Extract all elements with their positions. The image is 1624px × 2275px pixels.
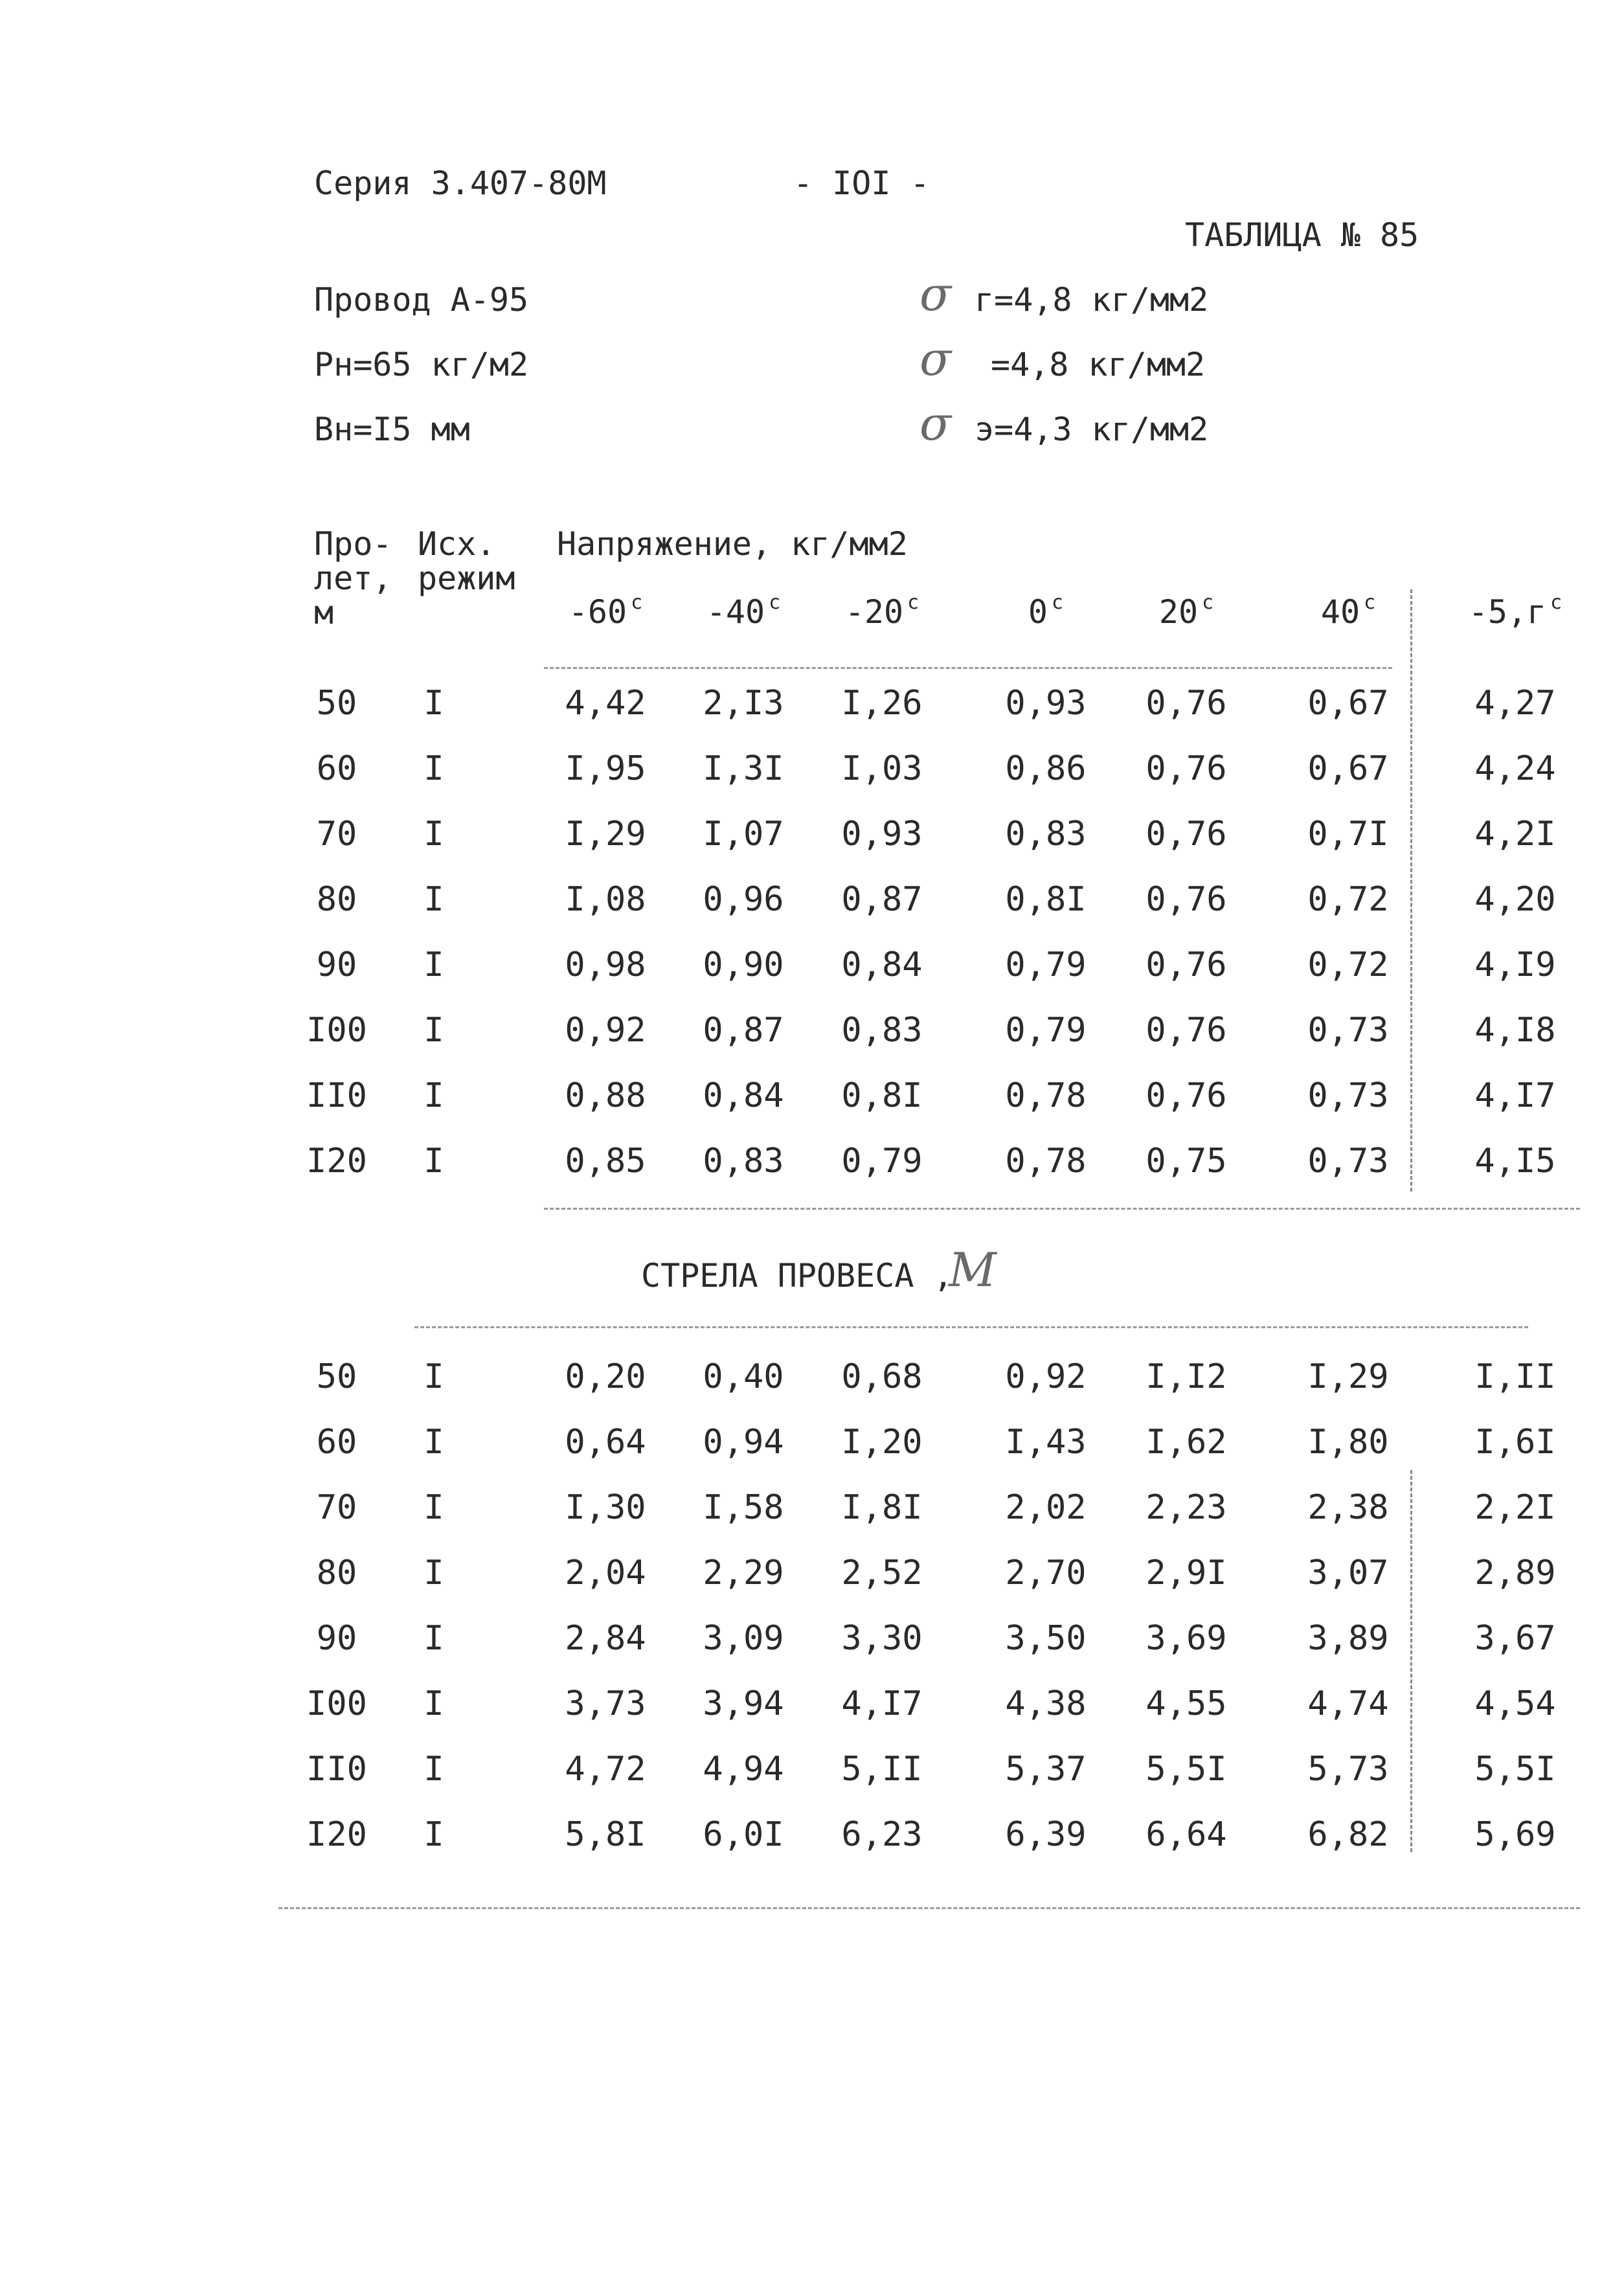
value-cell: 4,54 bbox=[1474, 1684, 1556, 1723]
value-cell: 2,23 bbox=[1145, 1488, 1227, 1527]
mode-cell: I bbox=[423, 1076, 444, 1115]
value-cell: 0,84 bbox=[703, 1076, 784, 1115]
span-cell: 90 bbox=[316, 1619, 357, 1658]
value-cell: I,80 bbox=[1307, 1423, 1389, 1462]
value-cell: 0,76 bbox=[1145, 749, 1227, 788]
value-cell: 0,40 bbox=[703, 1357, 784, 1396]
ice-label: Вн=I5 мм bbox=[314, 411, 470, 448]
span-cell: I20 bbox=[306, 1142, 367, 1181]
value-cell: 0,93 bbox=[841, 815, 923, 854]
degree-mark: с bbox=[1550, 591, 1562, 614]
temperature-header: -20 $^с$ bbox=[844, 591, 919, 631]
value-cell: 0,68 bbox=[841, 1357, 923, 1396]
value-cell: 0,79 bbox=[1005, 945, 1087, 984]
value-cell: 0,88 bbox=[565, 1076, 646, 1115]
span-cell: 60 bbox=[316, 749, 357, 788]
degree-mark: с bbox=[769, 591, 781, 614]
value-cell: 2,2I bbox=[1474, 1488, 1556, 1527]
value-cell: I,29 bbox=[1307, 1357, 1389, 1396]
span-cell: II0 bbox=[306, 1750, 367, 1789]
value-cell: 4,2I bbox=[1474, 815, 1556, 854]
value-cell: I,8I bbox=[841, 1488, 923, 1527]
value-cell: 2,38 bbox=[1307, 1488, 1389, 1527]
value-cell: 4,74 bbox=[1307, 1684, 1389, 1723]
span-cell: I00 bbox=[306, 1684, 367, 1723]
value-cell: 0,8I bbox=[1005, 880, 1087, 919]
value-cell: 4,42 bbox=[565, 684, 646, 723]
span-cell: I00 bbox=[306, 1011, 367, 1050]
mode-cell: I bbox=[423, 1142, 444, 1181]
value-cell: 0,20 bbox=[565, 1357, 646, 1396]
table-number: ТАБЛИЦА № 85 bbox=[1185, 216, 1419, 254]
value-cell: 0,67 bbox=[1307, 749, 1389, 788]
mode-cell: I bbox=[423, 1619, 444, 1658]
value-cell: I,30 bbox=[565, 1488, 646, 1527]
span-cell: 60 bbox=[316, 1423, 357, 1462]
value-cell: I,58 bbox=[703, 1488, 784, 1527]
value-cell: 3,07 bbox=[1307, 1554, 1389, 1592]
span-cell: II0 bbox=[306, 1076, 367, 1115]
value-cell: 2,52 bbox=[841, 1554, 923, 1592]
value-cell: 4,I7 bbox=[1474, 1076, 1556, 1115]
value-cell: 4,I9 bbox=[1474, 945, 1556, 984]
page-bottom-rule bbox=[278, 1907, 1580, 1909]
page-number: - IOI - bbox=[793, 164, 930, 202]
span-cell: I20 bbox=[306, 1815, 367, 1854]
temperature-header: 40 $^с$ bbox=[1320, 591, 1376, 631]
value-cell: 2,70 bbox=[1005, 1554, 1087, 1592]
mode-cell: I bbox=[423, 1423, 444, 1462]
span-cell: 90 bbox=[316, 945, 357, 984]
value-cell: 4,94 bbox=[703, 1750, 784, 1789]
mode-cell: I bbox=[423, 815, 444, 854]
header-divider bbox=[544, 667, 1392, 669]
value-cell: 0,76 bbox=[1145, 1076, 1227, 1115]
value-cell: 0,76 bbox=[1145, 945, 1227, 984]
value-cell: 0,84 bbox=[841, 945, 923, 984]
value-cell: 0,73 bbox=[1307, 1142, 1389, 1181]
sigma-e-value: э=4,3 кг/мм2 bbox=[975, 411, 1209, 448]
mode-cell: I bbox=[423, 1357, 444, 1396]
value-cell: 0,87 bbox=[841, 880, 923, 919]
value-cell: 0,92 bbox=[1005, 1357, 1087, 1396]
sag-unit: М bbox=[949, 1243, 997, 1297]
column-divider-lower bbox=[1410, 1470, 1412, 1852]
mode-cell: I bbox=[423, 1011, 444, 1050]
value-cell: 3,50 bbox=[1005, 1619, 1087, 1658]
value-cell: 6,64 bbox=[1145, 1815, 1227, 1854]
value-cell: 0,90 bbox=[703, 945, 784, 984]
degree-mark: с bbox=[907, 591, 919, 614]
value-cell: 0,72 bbox=[1307, 945, 1389, 984]
value-cell: 0,67 bbox=[1307, 684, 1389, 723]
value-cell: 2,I3 bbox=[703, 684, 784, 723]
value-cell: 3,30 bbox=[841, 1619, 923, 1658]
header-span-2: лет, bbox=[314, 560, 392, 597]
value-cell: 0,64 bbox=[565, 1423, 646, 1462]
mode-cell: I bbox=[423, 1750, 444, 1789]
value-cell: 4,27 bbox=[1474, 684, 1556, 723]
value-cell: I,6I bbox=[1474, 1423, 1556, 1462]
wire-label: Провод А-95 bbox=[314, 281, 529, 319]
value-cell: 6,39 bbox=[1005, 1815, 1087, 1854]
header-span-3: м bbox=[314, 594, 334, 631]
value-cell: 0,7I bbox=[1307, 815, 1389, 854]
sigma-g-symbol: σ bbox=[919, 267, 952, 321]
value-cell: I,43 bbox=[1005, 1423, 1087, 1462]
value-cell: 2,9I bbox=[1145, 1554, 1227, 1592]
value-cell: I,62 bbox=[1145, 1423, 1227, 1462]
series-label: Серия 3.407-80М bbox=[314, 164, 607, 202]
value-cell: I,95 bbox=[565, 749, 646, 788]
span-cell: 70 bbox=[316, 1488, 357, 1527]
value-cell: 3,94 bbox=[703, 1684, 784, 1723]
value-cell: 2,89 bbox=[1474, 1554, 1556, 1592]
mode-cell: I bbox=[423, 945, 444, 984]
sigma-g-value: г=4,8 кг/мм2 bbox=[975, 281, 1209, 319]
header-mode-2: режим bbox=[418, 560, 515, 597]
mode-cell: I bbox=[423, 880, 444, 919]
value-cell: 0,79 bbox=[841, 1142, 923, 1181]
value-cell: 0,87 bbox=[703, 1011, 784, 1050]
value-cell: 2,29 bbox=[703, 1554, 784, 1592]
value-cell: 0,92 bbox=[565, 1011, 646, 1050]
stress-table-bottom-rule bbox=[544, 1208, 1580, 1210]
span-cell: 50 bbox=[316, 684, 357, 723]
value-cell: 3,89 bbox=[1307, 1619, 1389, 1658]
value-cell: 3,09 bbox=[703, 1619, 784, 1658]
span-cell: 80 bbox=[316, 880, 357, 919]
value-cell: I,07 bbox=[703, 815, 784, 854]
value-cell: 3,69 bbox=[1145, 1619, 1227, 1658]
value-cell: 0,83 bbox=[1005, 815, 1087, 854]
value-cell: 0,72 bbox=[1307, 880, 1389, 919]
sag-title: СТРЕЛА ПРОВЕСА , bbox=[641, 1257, 953, 1295]
value-cell: 0,86 bbox=[1005, 749, 1087, 788]
value-cell: 4,38 bbox=[1005, 1684, 1087, 1723]
pressure-label: Рн=65 кг/м2 bbox=[314, 346, 529, 383]
value-cell: 2,02 bbox=[1005, 1488, 1087, 1527]
value-cell: I,I2 bbox=[1145, 1357, 1227, 1396]
sigma-minus-symbol: σ bbox=[919, 332, 952, 386]
value-cell: 4,I5 bbox=[1474, 1142, 1556, 1181]
sigma-e-symbol: σ bbox=[919, 396, 952, 451]
temperature-header: -40 $^с$ bbox=[706, 591, 781, 631]
value-cell: 6,0I bbox=[703, 1815, 784, 1854]
degree-mark: с bbox=[1202, 591, 1214, 614]
value-cell: 5,8I bbox=[565, 1815, 646, 1854]
mode-cell: I bbox=[423, 1815, 444, 1854]
value-cell: 0,78 bbox=[1005, 1076, 1087, 1115]
value-cell: 0,96 bbox=[703, 880, 784, 919]
value-cell: 0,98 bbox=[565, 945, 646, 984]
value-cell: 0,76 bbox=[1145, 1011, 1227, 1050]
mode-cell: I bbox=[423, 684, 444, 723]
value-cell: 0,73 bbox=[1307, 1011, 1389, 1050]
value-cell: 6,23 bbox=[841, 1815, 923, 1854]
value-cell: 2,84 bbox=[565, 1619, 646, 1658]
value-cell: 4,72 bbox=[565, 1750, 646, 1789]
value-cell: 5,II bbox=[841, 1750, 923, 1789]
value-cell: I,20 bbox=[841, 1423, 923, 1462]
value-cell: 0,79 bbox=[1005, 1011, 1087, 1050]
mode-cell: I bbox=[423, 1488, 444, 1527]
sag-title-rule bbox=[414, 1326, 1528, 1328]
span-cell: 50 bbox=[316, 1357, 357, 1396]
temperature-header: 20 $^с$ bbox=[1158, 591, 1214, 631]
value-cell: 5,37 bbox=[1005, 1750, 1087, 1789]
value-cell: I,03 bbox=[841, 749, 923, 788]
value-cell: 4,55 bbox=[1145, 1684, 1227, 1723]
sigma-minus-value: =4,8 кг/мм2 bbox=[991, 346, 1206, 383]
value-cell: 3,67 bbox=[1474, 1619, 1556, 1658]
value-cell: 6,82 bbox=[1307, 1815, 1389, 1854]
value-cell: 4,I7 bbox=[841, 1684, 923, 1723]
temperature-header: -60 $^с$ bbox=[568, 591, 643, 631]
span-cell: 80 bbox=[316, 1554, 357, 1592]
temperature-header: 0 $^с$ bbox=[1028, 591, 1064, 631]
value-cell: I,29 bbox=[565, 815, 646, 854]
value-cell: 0,75 bbox=[1145, 1142, 1227, 1181]
header-span-1: Про- bbox=[314, 525, 392, 563]
value-cell: 0,76 bbox=[1145, 880, 1227, 919]
value-cell: 0,83 bbox=[841, 1011, 923, 1050]
value-cell: 2,04 bbox=[565, 1554, 646, 1592]
value-cell: I,08 bbox=[565, 880, 646, 919]
value-cell: I,3I bbox=[703, 749, 784, 788]
value-cell: 3,73 bbox=[565, 1684, 646, 1723]
header-mode-1: Исх. bbox=[418, 525, 496, 563]
value-cell: 5,73 bbox=[1307, 1750, 1389, 1789]
value-cell: 5,5I bbox=[1474, 1750, 1556, 1789]
mode-cell: I bbox=[423, 1684, 444, 1723]
value-cell: I,26 bbox=[841, 684, 923, 723]
degree-mark: с bbox=[1052, 591, 1064, 614]
value-cell: 5,5I bbox=[1145, 1750, 1227, 1789]
value-cell: 0,76 bbox=[1145, 815, 1227, 854]
value-cell: 4,20 bbox=[1474, 880, 1556, 919]
value-cell: 0,73 bbox=[1307, 1076, 1389, 1115]
value-cell: 4,I8 bbox=[1474, 1011, 1556, 1050]
mode-cell: I bbox=[423, 1554, 444, 1592]
temperature-header: -5,г $^с$ bbox=[1468, 591, 1562, 631]
value-cell: I,II bbox=[1474, 1357, 1556, 1396]
value-cell: 0,85 bbox=[565, 1142, 646, 1181]
value-cell: 0,78 bbox=[1005, 1142, 1087, 1181]
value-cell: 5,69 bbox=[1474, 1815, 1556, 1854]
value-cell: 0,93 bbox=[1005, 684, 1087, 723]
degree-mark: с bbox=[631, 591, 643, 614]
value-cell: 0,94 bbox=[703, 1423, 784, 1462]
value-cell: 0,83 bbox=[703, 1142, 784, 1181]
mode-cell: I bbox=[423, 749, 444, 788]
span-cell: 70 bbox=[316, 815, 357, 854]
degree-mark: с bbox=[1364, 591, 1376, 614]
value-cell: 4,24 bbox=[1474, 749, 1556, 788]
value-cell: 0,8I bbox=[841, 1076, 923, 1115]
stress-title: Напряжение, кг/мм2 bbox=[557, 525, 908, 563]
value-cell: 0,76 bbox=[1145, 684, 1227, 723]
